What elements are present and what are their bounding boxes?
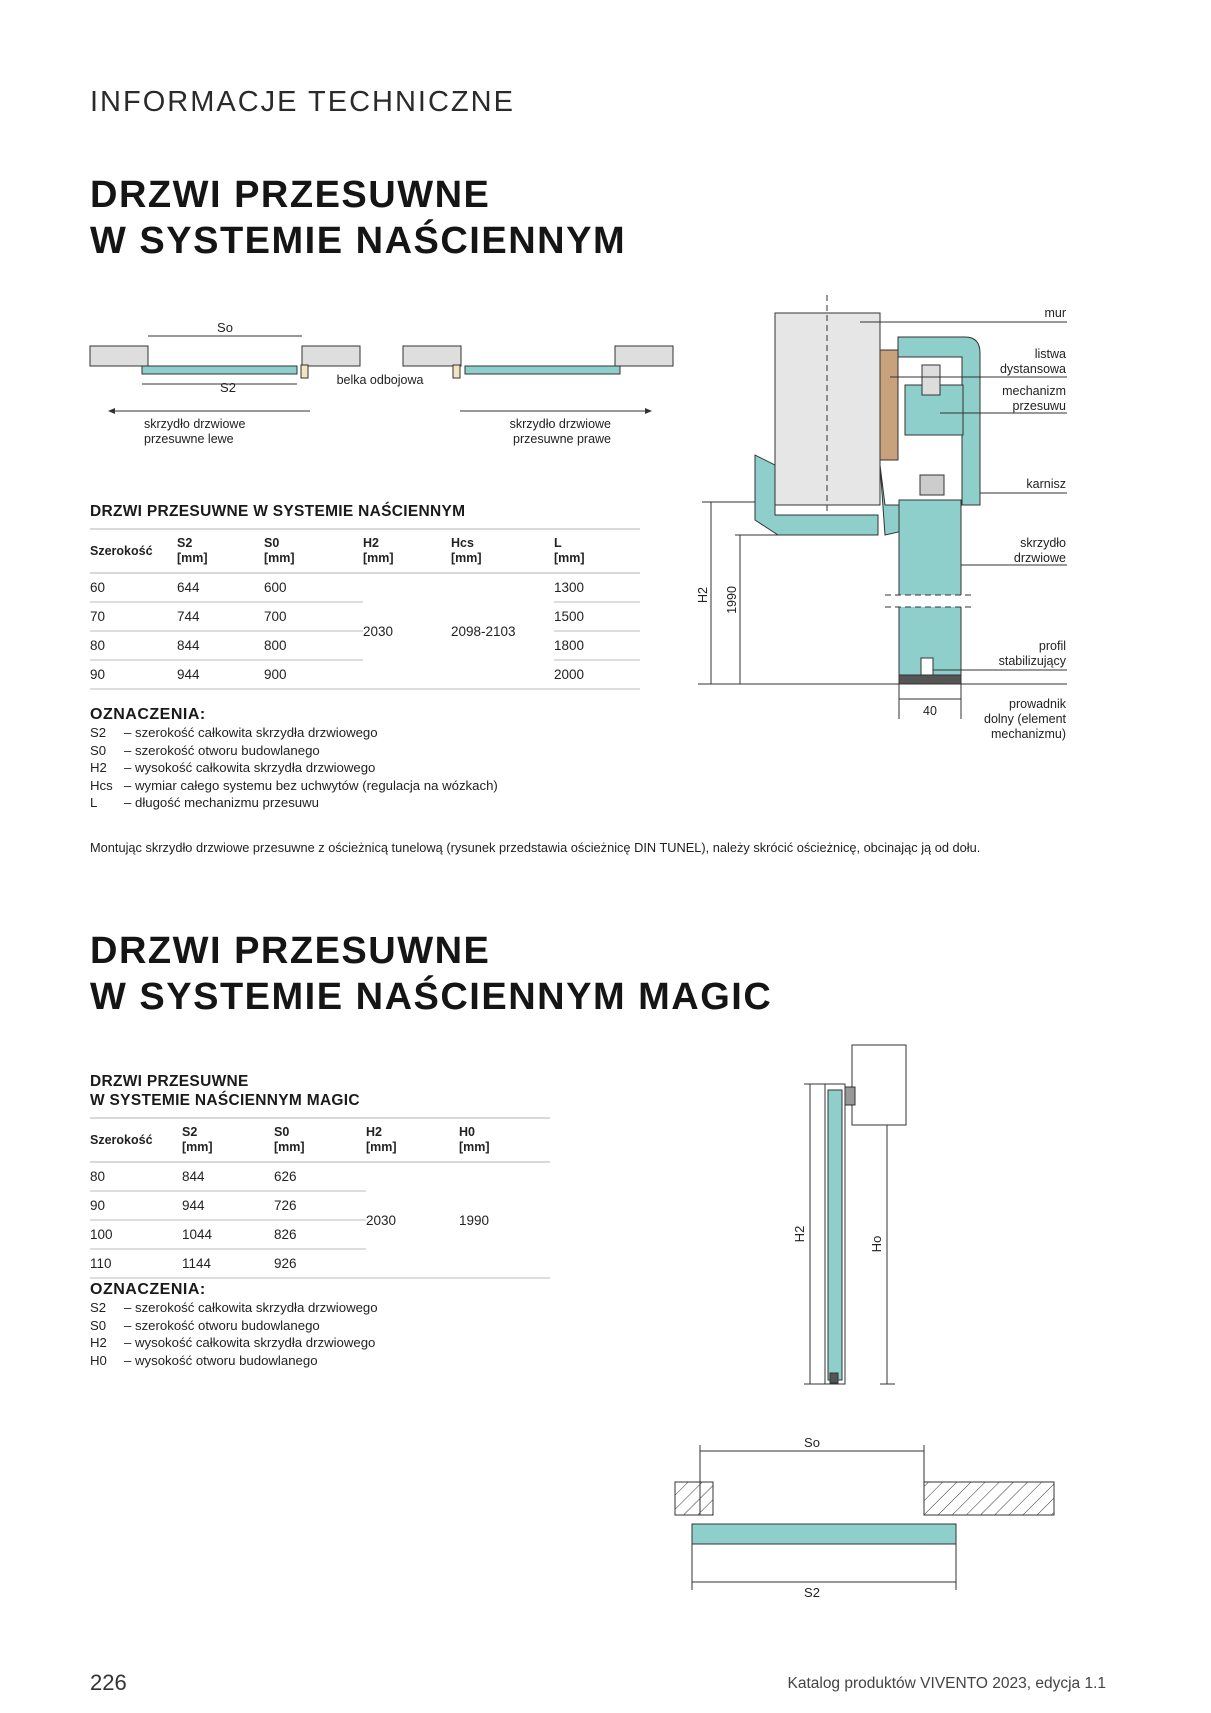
legend-item: L – długość mechanizmu przesuwu <box>90 795 319 811</box>
table-row <box>90 1162 550 1191</box>
mechanism-bolt <box>922 365 940 395</box>
bumper-left <box>301 365 308 378</box>
section1-title-line2: W SYSTEMIE NAŚCIENNYM <box>90 220 627 262</box>
label-skrz-2: drzwiowe <box>1013 551 1066 565</box>
legend-item: S0 – szerokość otworu budowlanego <box>90 1317 320 1333</box>
door-leaf-section <box>899 500 961 675</box>
table1-header-row <box>90 529 640 573</box>
cell-s2: 744 <box>177 602 264 631</box>
section-label: INFORMACJE TECHNICZNE <box>90 86 515 118</box>
table2-title-line2: W SYSTEMIE NAŚCIENNYM MAGIC <box>90 1092 360 1109</box>
cell-h0-merged: 1990 <box>459 1162 550 1278</box>
bottom-guide <box>899 675 961 684</box>
legend1-title: OZNACZENIA: <box>90 706 206 723</box>
door-leaf-plan <box>692 1524 956 1544</box>
cell-s2: 844 <box>182 1162 274 1191</box>
wall-block-left-b <box>302 346 360 366</box>
table1-header-s0: S0 [mm] <box>264 529 363 573</box>
section2-title-line2: W SYSTEMIE NAŚCIENNYM MAGIC <box>90 976 773 1018</box>
table1-header-h2: H2 [mm] <box>363 529 451 573</box>
sliding-door-plan-diagram <box>80 310 680 450</box>
ho-label: Ho <box>869 1235 884 1253</box>
break-gap <box>893 595 967 607</box>
cell-hcs-merged: 2098-2103 <box>451 573 554 689</box>
label-mur: mur <box>1044 306 1066 320</box>
h2-label: H2 <box>792 1225 807 1243</box>
cell-width: 80 <box>90 1162 182 1191</box>
table2-header-h0: H0 [mm] <box>459 1118 550 1162</box>
door-leaf-elevation <box>828 1090 842 1380</box>
label-listwa-2: dystansowa <box>999 362 1066 376</box>
table1-header-s2: S2 [mm] <box>177 529 264 573</box>
magic-elevation-diagram <box>780 1040 940 1420</box>
cell-s0: 800 <box>264 631 363 660</box>
section1-title <box>90 172 626 264</box>
label-listwa-1: listwa <box>1034 347 1066 361</box>
section1-title-line1: DRZWI PRZESUWNE <box>90 174 491 216</box>
cell-s2: 844 <box>177 631 264 660</box>
mechanism-hanger <box>920 475 944 495</box>
catalog-footer: Katalog produktów VIVENTO 2023, edycja 1.1 <box>787 1675 1106 1692</box>
table1-header-l: L [mm] <box>554 529 640 573</box>
wall-hatch-right <box>924 1482 1054 1515</box>
legend2-title: OZNACZENIA: <box>90 1281 206 1298</box>
arrow-left-head <box>108 408 115 414</box>
label-skrz-1: skrzydło <box>1020 536 1066 550</box>
dim-40-label: 40 <box>923 704 937 718</box>
label-profil-1: profil <box>1038 639 1066 653</box>
label-karnisz: karnisz <box>1026 477 1066 491</box>
legend-item: S2 – szerokość całkowita skrzydła drzwiowego <box>90 1300 378 1315</box>
magic-plan-diagram <box>660 1425 1070 1600</box>
table1-header-hcs: Hcs [mm] <box>451 529 554 573</box>
legend1 <box>90 706 498 812</box>
cell-l: 2000 <box>554 660 640 689</box>
label-profil-2: stabilizujący <box>998 654 1066 668</box>
table1-header-width: Szerokość <box>90 529 177 573</box>
dim-1990-label: 1990 <box>725 586 739 614</box>
wall-box <box>852 1045 906 1125</box>
left-caption-1: skrzydło drzwiowe <box>144 417 246 431</box>
cell-width: 90 <box>90 1191 182 1220</box>
right-caption-1: skrzydło drzwiowe <box>509 417 611 431</box>
cell-s2: 944 <box>182 1191 274 1220</box>
legend-item: Hcs – wymiar całego systemu bez uchwytów (regulacja na wózkach) <box>90 777 498 793</box>
table2-title <box>90 1072 360 1110</box>
cell-width: 110 <box>90 1249 182 1278</box>
cell-s2: 944 <box>177 660 264 689</box>
door-leaf-left <box>142 366 297 374</box>
h2-label: H2 <box>696 587 710 603</box>
cell-width: 80 <box>90 631 177 660</box>
legend-item: H2 – wysokość całkowita skrzydła drzwiowego <box>90 1335 376 1351</box>
arrow-right-head <box>645 408 652 414</box>
legend-item: S2 – szerokość całkowita skrzydła drzwiowego <box>90 725 378 740</box>
cell-width: 60 <box>90 573 177 602</box>
table2-header-row <box>90 1118 550 1162</box>
right-caption-2: przesuwne prawe <box>513 432 611 446</box>
legend-item: H0 – wysokość otworu budowlanego <box>90 1352 318 1368</box>
floor-guide <box>830 1373 838 1383</box>
table2-title-line1: DRZWI PRZESUWNE <box>90 1073 249 1090</box>
page-number: 226 <box>90 1670 127 1695</box>
cell-l: 1300 <box>554 573 640 602</box>
cell-width: 90 <box>90 660 177 689</box>
cell-l: 1500 <box>554 602 640 631</box>
wall-hatch-left <box>675 1482 713 1515</box>
label-mech-2: przesuwu <box>1012 399 1066 413</box>
table2-header-s0: S0 [mm] <box>274 1118 366 1162</box>
left-caption-2: przesuwne lewe <box>144 432 234 446</box>
cross-section-diagram <box>696 295 1100 755</box>
bumper-right <box>453 365 460 378</box>
wall-block-left-a <box>90 346 148 366</box>
label-prow-2: dolny (element <box>984 712 1066 726</box>
cell-s0: 700 <box>264 602 363 631</box>
cell-s0: 600 <box>264 573 363 602</box>
table2-header-width: Szerokość <box>90 1118 182 1162</box>
top-track <box>845 1087 855 1105</box>
s2-label: S2 <box>804 1585 820 1600</box>
label-prow-3: mechanizmu) <box>990 727 1066 741</box>
cell-s2: 1144 <box>182 1249 274 1278</box>
cell-l: 1800 <box>554 631 640 660</box>
distance-strip <box>880 350 898 460</box>
cell-width: 70 <box>90 602 177 631</box>
cell-width: 100 <box>90 1220 182 1249</box>
door-leaf-right <box>465 366 620 374</box>
table2-header-s2: S2 [mm] <box>182 1118 274 1162</box>
wall-block-right-b <box>615 346 673 366</box>
legend2 <box>90 1281 378 1369</box>
wall-block-right-a <box>403 346 461 366</box>
table1-title: DRZWI PRZESUWNE W SYSTEMIE NAŚCIENNYM <box>90 503 466 520</box>
label-prow-1: prowadnik <box>1009 697 1066 711</box>
so-label: So <box>217 320 233 335</box>
cell-s0: 926 <box>274 1249 366 1278</box>
cell-s0: 900 <box>264 660 363 689</box>
cell-s2: 1044 <box>182 1220 274 1249</box>
table-row <box>90 573 640 602</box>
cell-s0: 726 <box>274 1191 366 1220</box>
table1 <box>90 528 640 690</box>
legend-item: S0 – szerokość otworu budowlanego <box>90 742 320 758</box>
section2-title-line1: DRZWI PRZESUWNE <box>90 930 491 972</box>
cell-h2-merged: 2030 <box>366 1162 459 1278</box>
label-mech-1: mechanizm <box>1002 384 1066 398</box>
cell-h2-merged: 2030 <box>363 573 451 689</box>
cell-s0: 626 <box>274 1162 366 1191</box>
cell-s0: 826 <box>274 1220 366 1249</box>
legend-item: H2 – wysokość całkowita skrzydła drzwiowego <box>90 760 376 776</box>
table2 <box>90 1117 550 1279</box>
bumper-label: belka odbojowa <box>336 373 424 387</box>
s2-label: S2 <box>220 380 236 395</box>
table2-header-h2: H2 [mm] <box>366 1118 459 1162</box>
section2-title <box>90 928 772 1020</box>
so-label: So <box>804 1435 820 1450</box>
mounting-note: Montując skrzydło drzwiowe przesuwne z ościeżnicą tunelową (rysunek przedstawia ościeżnicę DIN TUNEL), należy skrócić ościeżnicę, obcinając ją od dołu. <box>90 840 981 855</box>
cell-s2: 644 <box>177 573 264 602</box>
